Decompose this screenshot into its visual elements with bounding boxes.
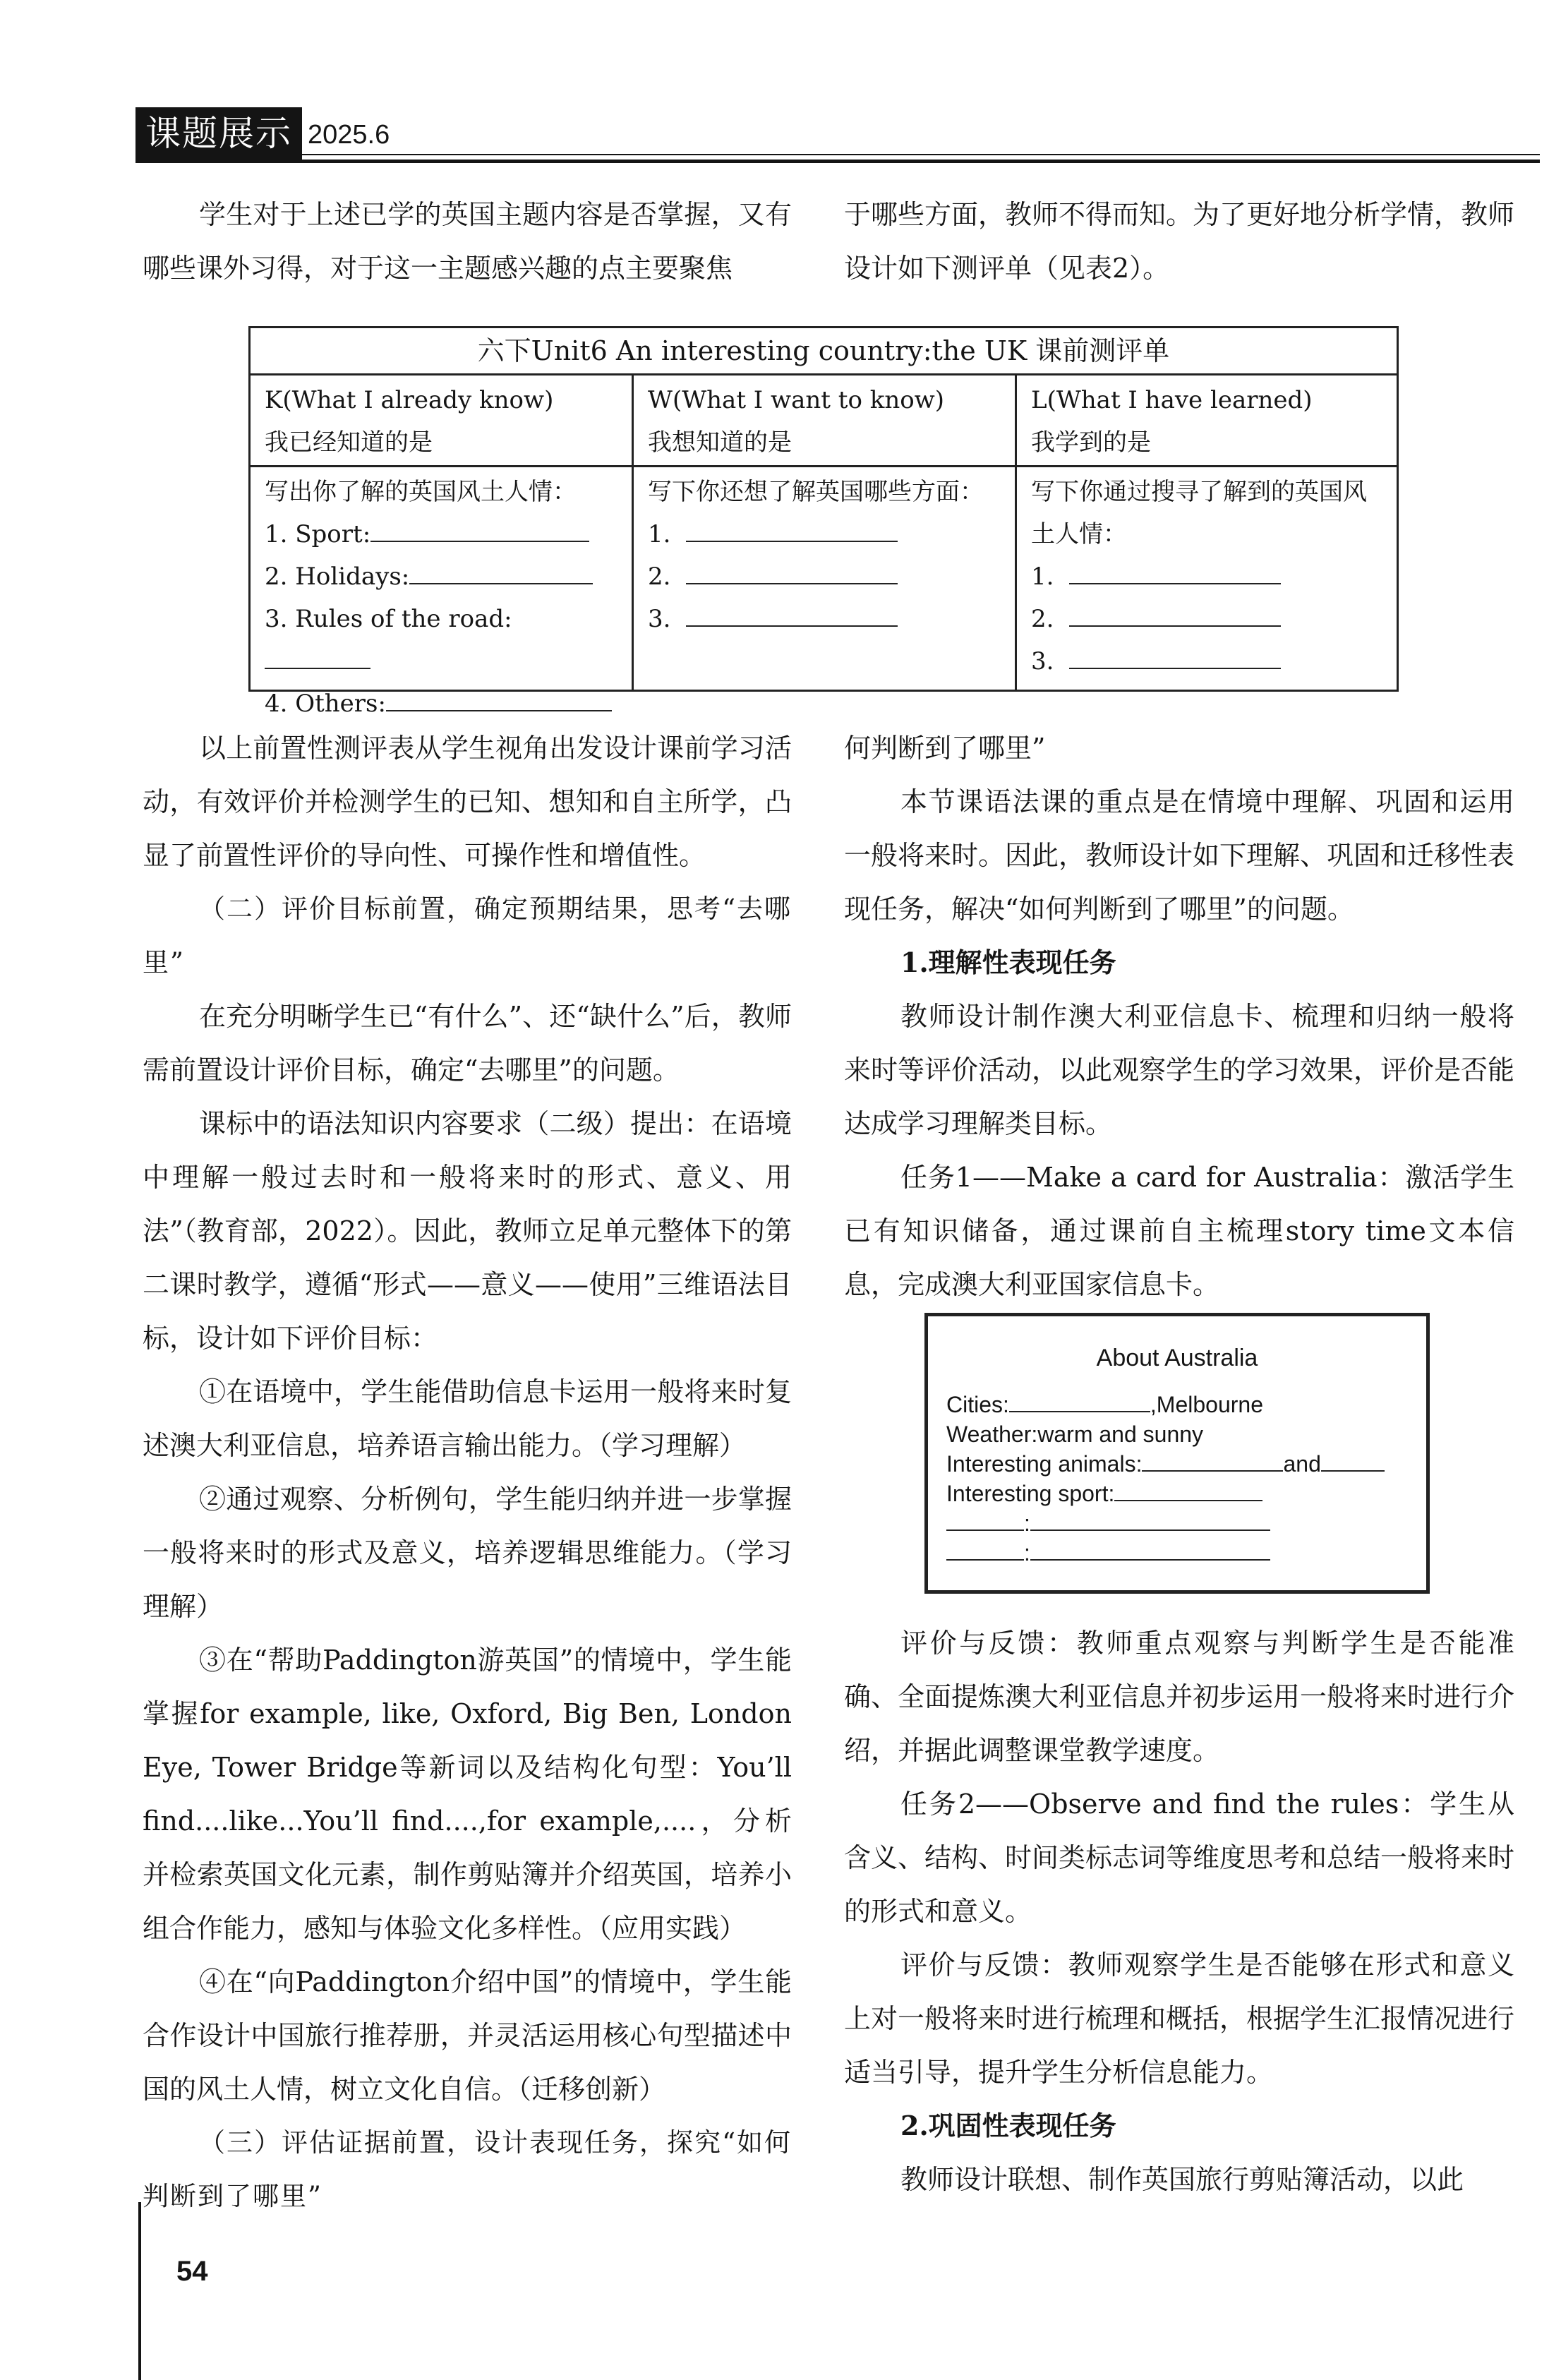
prompt: 写下你还想了解英国哪些方面： xyxy=(648,478,984,506)
header-en: K(What I already know) xyxy=(265,386,554,414)
header-zh: 我学到的是 xyxy=(1031,428,1151,457)
card-animals: Interesting animals: and xyxy=(946,1449,1385,1479)
kwl-body-k xyxy=(251,465,632,718)
card-title: About Australia xyxy=(1096,1345,1258,1371)
section-heading: （三）评估证据前置，设计表现任务，探究“如何判断到了哪里” xyxy=(143,2127,792,2211)
paragraph: ③在“帮助Paddington游英国”的情境中，学生能掌握for example, like, Oxford, Big Ben, London Eye, Tower Bridge等新词以及结构化句型：You’ll find....like...You’ll find....,for example,....，分析并检索英国文化元素，制作剪贴簿并介绍英国，培养小组合作能力，感知与体验文化多样性。（应用实践） xyxy=(143,1645,792,1944)
answer-blank xyxy=(386,689,612,711)
sport-blank xyxy=(1114,1480,1262,1501)
answer-blank xyxy=(686,562,898,584)
card-weather: Weather:warm and sunny xyxy=(946,1422,1204,1447)
answer-blank xyxy=(686,519,898,542)
intro-right-paragraph: 于哪些方面，教师不得而知。为了更好地分析学情，教师设计如下测评单（见表2）。 xyxy=(844,199,1515,284)
answer-blank xyxy=(1069,604,1281,627)
paragraph: 任务2——Observe and find the rules：学生从含义、结构、时间类标志词等维度思考和总结一般将来时的形式和意义。 xyxy=(844,1789,1515,1927)
card-extra-line: : xyxy=(946,1538,1270,1568)
answer-blank xyxy=(370,519,589,542)
prompt: 写下你通过搜寻了解到的英国风土人情： xyxy=(1031,478,1367,548)
paragraph: ①在语境中，学生能借助信息卡运用一般将来时复述澳大利亚信息，培养语言输出能力。（学习理解） xyxy=(143,1376,792,1461)
item: 3. xyxy=(1031,640,1384,683)
header-rule-thin xyxy=(302,154,1540,155)
issue-date: 2025.6 xyxy=(308,120,390,150)
intro-left-paragraph: 学生对于上述已学的英国主题内容是否掌握，又有哪些课外习得，对于这一主题感兴趣的点主要聚焦 xyxy=(143,199,792,284)
kwl-table xyxy=(248,326,1399,718)
item: 1. xyxy=(648,513,1001,555)
header-zh: 我已经知道的是 xyxy=(265,428,433,457)
intro-left xyxy=(143,188,792,295)
answer-blank xyxy=(686,604,898,627)
paragraph: ④在“向Paddington介绍中国”的情境中，学生能合作设计中国旅行推荐册，并灵活运用核心句型描述中国的风土人情，树立文化自信。（迁移创新） xyxy=(143,1966,792,2105)
kwl-header-k xyxy=(251,373,632,465)
kwl-header-w xyxy=(634,373,1015,465)
heading-continuation: 何判断到了哪里” xyxy=(844,733,1046,764)
item: 2. xyxy=(1031,598,1384,640)
animals-blank xyxy=(1142,1450,1283,1472)
paragraph: ②通过观察、分析例句，学生能归纳并进一步掌握一般将来时的形式及意义，培养逻辑思维能力。（学习理解） xyxy=(143,1484,792,1622)
kwl-body-l xyxy=(1017,465,1398,690)
paragraph: 在充分明晰学生已“有什么”、还“缺什么”后，教师需前置设计评价目标，确定“去哪里”的问题。 xyxy=(143,1001,792,1086)
header-en: L(What I have learned) xyxy=(1031,386,1313,414)
kwl-body-w xyxy=(634,465,1015,690)
item: 3. Rules of the road: xyxy=(265,598,617,683)
section-heading: （二）评价目标前置，确定预期结果，思考“去哪里” xyxy=(143,894,792,978)
paragraph: 教师设计联想、制作英国旅行剪贴簿活动，以此 xyxy=(900,2164,1464,2195)
paragraph: 评价与反馈：教师重点观察与判断学生是否能准确、全面提炼澳大利亚信息并初步运用一般将来时进行介绍，并据此调整课堂教学速度。 xyxy=(844,1628,1515,1766)
card-sport: Interesting sport: xyxy=(946,1479,1262,1508)
page-number: 54 xyxy=(176,2256,208,2287)
right-column-bottom xyxy=(844,1616,1514,2206)
cities-blank xyxy=(1009,1391,1150,1412)
kwl-table-title: 六下Unit6 An interesting country:the UK 课前测评单 xyxy=(251,328,1397,375)
header-rule xyxy=(135,160,1540,163)
item: 1. xyxy=(1031,555,1384,598)
paragraph: 本节课语法课的重点是在情境中理解、巩固和运用一般将来时。因此，教师设计如下理解、巩固和迁移性表现任务，解决“如何判断到了哪里”的问题。 xyxy=(844,786,1515,925)
answer-blank xyxy=(1069,647,1281,669)
animals-blank xyxy=(1321,1450,1385,1472)
footer-rule xyxy=(138,2202,141,2380)
kwl-header-l xyxy=(1017,373,1398,465)
kwl-body-row xyxy=(251,465,1397,718)
subheading: 1.理解性表现任务 xyxy=(900,946,1116,978)
answer-blank xyxy=(1069,562,1281,584)
item: 2. xyxy=(648,555,1001,598)
right-column-top xyxy=(844,721,1514,1311)
item: 2. Holidays: xyxy=(265,555,617,598)
paragraph: 教师设计制作澳大利亚信息卡、梳理和归纳一般将来时等评价活动，以此观察学生的学习效果，评价是否能达成学习理解类目标。 xyxy=(844,1001,1515,1139)
item: 4. Others: xyxy=(265,683,617,725)
paragraph: 任务1——Make a card for Australia：激活学生已有知识储备，通过课前自主梳理story time文本信息，完成澳大利亚国家信息卡。 xyxy=(844,1162,1514,1300)
paragraph: 评价与反馈：教师观察学生是否能够在形式和意义上对一般将来时进行梳理和概括，根据学生汇报情况进行适当引导，提升学生分析信息能力。 xyxy=(844,1949,1515,2088)
item: 3. xyxy=(648,598,1001,640)
header-en: W(What I want to know) xyxy=(648,386,945,414)
paragraph: 课标中的语法知识内容要求（二级）提出：在语境中理解一般过去时和一般将来时的形式、意义、用法”（教育部，2022）。因此，教师立足单元整体下的第二课时教学，遵循“形式——意义——使用”三维语法目标，设计如下评价目标： xyxy=(143,1108,792,1354)
kwl-header-row xyxy=(251,373,1397,467)
section-label: 课题展示 xyxy=(135,107,302,160)
intro-right xyxy=(844,188,1514,295)
header-zh: 我想知道的是 xyxy=(648,428,792,457)
card-cities: Cities: ,Melbourne xyxy=(946,1392,1263,1417)
australia-info-card xyxy=(924,1313,1430,1594)
card-extra-line: : xyxy=(946,1508,1270,1538)
paragraph: 以上前置性测评表从学生视角出发设计课前学习活动，有效评价并检测学生的已知、想知和自主所学，凸显了前置性评价的导向性、可操作性和增值性。 xyxy=(143,733,792,871)
answer-blank xyxy=(409,562,593,584)
answer-blank xyxy=(265,647,370,669)
item: 1. Sport: xyxy=(265,513,617,555)
prompt: 写出你了解的英国风土人情： xyxy=(265,478,577,506)
left-column xyxy=(143,721,792,2223)
subheading: 2.巩固性表现任务 xyxy=(900,2110,1116,2141)
